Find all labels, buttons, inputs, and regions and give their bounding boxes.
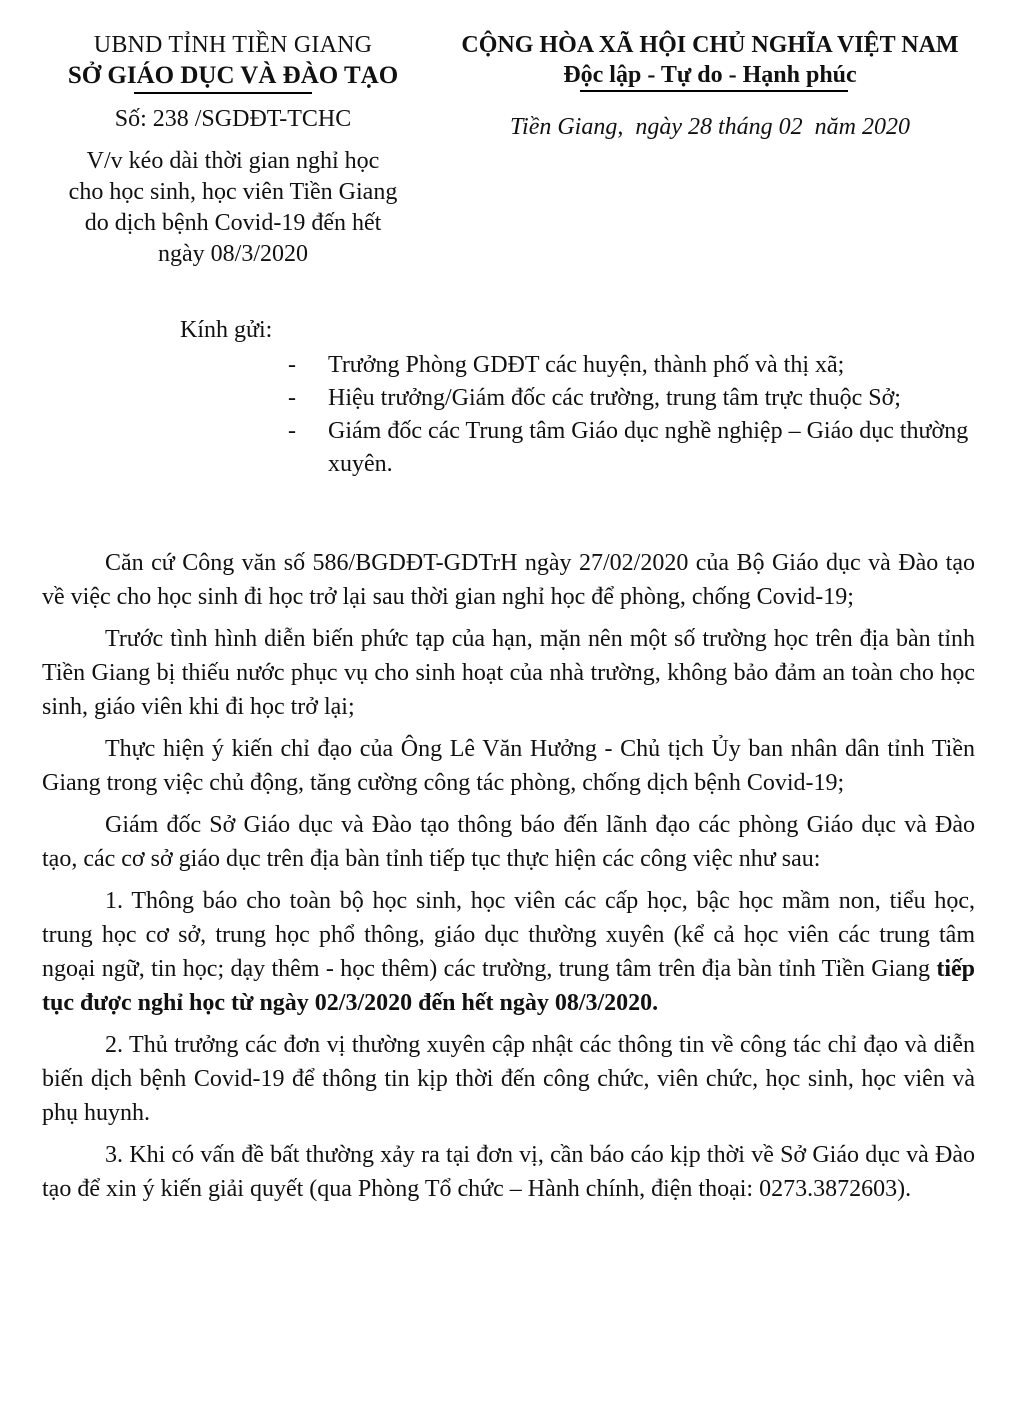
- issuing-department: SỞ GIÁO DỤC VÀ ĐÀO TẠO: [67, 62, 399, 89]
- subject-line: cho học sinh, học viên Tiền Giang: [68, 179, 398, 205]
- place-and-date: Tiền Giang, ngày 28 tháng 02 năm 2020: [510, 114, 910, 140]
- body-paragraph: Trước tình hình diễn biến phức tạp của hạn, mặn nên một số trường học trên địa bàn tỉnh Tiền Giang bị thiếu nước phục vụ cho sinh hoạt của nhà trường, không bảo đảm an toàn cho học sinh, giáo viên khi đi học trở lại;: [42, 626, 975, 720]
- directive-item-2: 2. Thủ trưởng các đơn vị thường xuyên cập nhật các thông tin về công tác chỉ đạo và diễn biến dịch bệnh Covid-19 để thông tin kịp thời đến công chức, viên chức, học sinh, học viên và phụ huynh.: [42, 1032, 975, 1126]
- national-motto: Độc lập - Tự do - Hạnh phúc: [563, 62, 857, 88]
- recipient-item: [288, 349, 988, 382]
- subject-line: ngày 08/3/2020: [158, 241, 308, 267]
- directive-item-1: [42, 884, 975, 1020]
- issuing-agency: UBND TỈNH TIỀN GIANG: [93, 32, 373, 58]
- recipient-item: [288, 382, 988, 415]
- list-dash: -: [288, 352, 296, 378]
- directive-item-3: 3. Khi có vấn đề bất thường xảy ra tại đơn vị, cần báo cáo kịp thời về Sở Giáo dục và Đào tạo để xin ý kiến giải quyết (qua Phòng Tổ chức – Hành chính, điện thoại: 0273.3872603).: [42, 1142, 975, 1202]
- body-paragraph: Giám đốc Sở Giáo dục và Đào tạo thông báo đến lãnh đạo các phòng Giáo dục và Đào tạo, các cơ sở giáo dục trên địa bàn tỉnh tiếp tục thực hiện các công việc như sau:: [42, 812, 975, 872]
- nation-title: CỘNG HÒA XÃ HỘI CHỦ NGHĨA VIỆT NAM: [461, 32, 959, 58]
- document-body: [42, 546, 975, 1214]
- national-header: [430, 30, 990, 142]
- list-dash: -: [288, 418, 296, 444]
- department-underline: [134, 92, 312, 94]
- list-dash: -: [288, 385, 296, 411]
- recipient-text: Hiệu trưởng/Giám đốc các trường, trung tâm trực thuộc Sở;: [328, 385, 901, 411]
- recipient-item: [288, 415, 988, 481]
- document-number: Số: 238 /SGDĐT-TCHC: [114, 106, 352, 132]
- directive-item-1-text: 1. Thông báo cho toàn bộ học sinh, học viên các cấp học, bậc học mầm non, tiểu học, trung học cơ sở, trung học phổ thông, giáo dục thường xuyên (kể cả học viên các trung tâm ngoại ngữ, tin học; dạy thêm - học thêm) các trường, trung tâm trên địa bàn tỉnh Tiền Giang: [42, 888, 975, 982]
- subject-line: do dịch bệnh Covid-19 đến hết: [84, 210, 382, 236]
- body-paragraph: Thực hiện ý kiến chỉ đạo của Ông Lê Văn Hưởng - Chủ tịch Ủy ban nhân dân tỉnh Tiền Giang trong việc chủ động, tăng cường công tác phòng, chống dịch bệnh Covid-19;: [42, 736, 975, 796]
- document-subject: [28, 146, 438, 270]
- salutation: Kính gửi:: [180, 317, 273, 343]
- directive-item-1-emphasis: tiếp tục được nghỉ học từ ngày 02/3/2020 đến hết ngày 08/3/2020.: [42, 956, 975, 1016]
- subject-line: V/v kéo dài thời gian nghỉ học: [86, 148, 380, 174]
- body-paragraph: Căn cứ Công văn số 586/BGDĐT-GDTrH ngày 27/02/2020 của Bộ Giáo dục và Đào tạo về việc cho học sinh đi học trở lại sau thời gian nghỉ học để phòng, chống Covid-19;: [42, 550, 975, 610]
- motto-underline: [580, 90, 848, 92]
- recipient-text: Trưởng Phòng GDĐT các huyện, thành phố và thị xã;: [328, 352, 845, 378]
- recipient-list: [288, 349, 988, 481]
- recipient-text: Giám đốc các Trung tâm Giáo dục nghề nghiệp – Giáo dục thường xuyên.: [328, 418, 969, 477]
- issuer-header: [28, 30, 438, 270]
